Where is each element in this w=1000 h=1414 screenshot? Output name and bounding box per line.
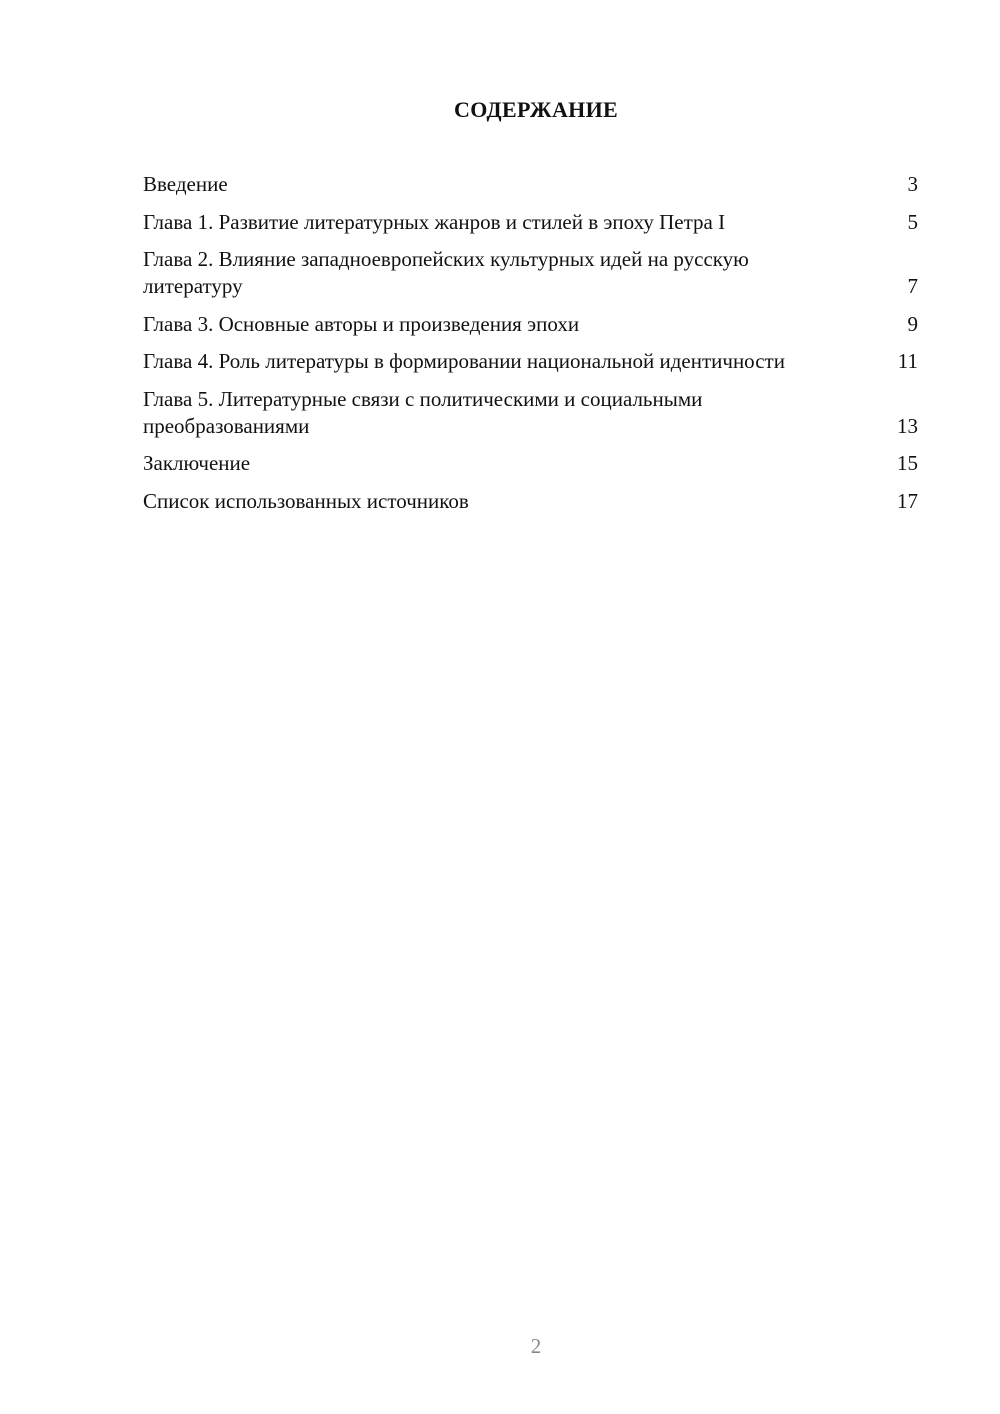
toc-entry-page-number: 11	[897, 349, 918, 373]
page-title: СОДЕРЖАНИЕ	[454, 97, 618, 122]
toc-entry-title: Глава 4. Роль литературы в формировании национальной идентичности	[143, 349, 785, 373]
toc-entry-chapter-1	[143, 209, 918, 236]
toc-entry-page-number: 3	[907, 172, 918, 196]
toc-entry-chapter-3	[143, 311, 918, 338]
toc-entry-title: Список использованных источников	[143, 488, 469, 513]
page-number: 2	[530, 1334, 542, 1358]
toc-entry-page-number: 7	[907, 274, 918, 298]
toc-entry-title: Введение	[143, 172, 228, 196]
toc-entry-chapter-4	[143, 348, 918, 375]
toc-entry-introduction	[143, 171, 918, 198]
toc-entry-title: Заключение	[143, 451, 251, 475]
toc-entry-title: Глава 3. Основные авторы и произведения эпохи	[143, 311, 580, 336]
toc-entry-page-number: 13	[897, 413, 918, 438]
toc-entry-page-number: 17	[897, 488, 918, 513]
toc-entry-chapter-5	[143, 386, 918, 440]
toc-entry-chapter-2	[143, 246, 918, 300]
toc-entry-page-number: 5	[907, 209, 918, 234]
toc-entry-title: Глава 1. Развитие литературных жанров и стилей в эпоху Петра I	[143, 209, 726, 234]
toc-entry-page-number: 15	[897, 451, 918, 475]
table-of-contents	[143, 171, 918, 525]
toc-entry-title: Глава 2. Влияние западноевропейских культурных идей на русскую литературу	[143, 247, 749, 298]
toc-entry-conclusion	[143, 450, 918, 477]
toc-entry-title: Глава 5. Литературные связи с политическими и социальными преобразованиями	[143, 386, 703, 438]
toc-entry-page-number: 9	[907, 311, 918, 336]
toc-entry-references	[143, 488, 918, 515]
